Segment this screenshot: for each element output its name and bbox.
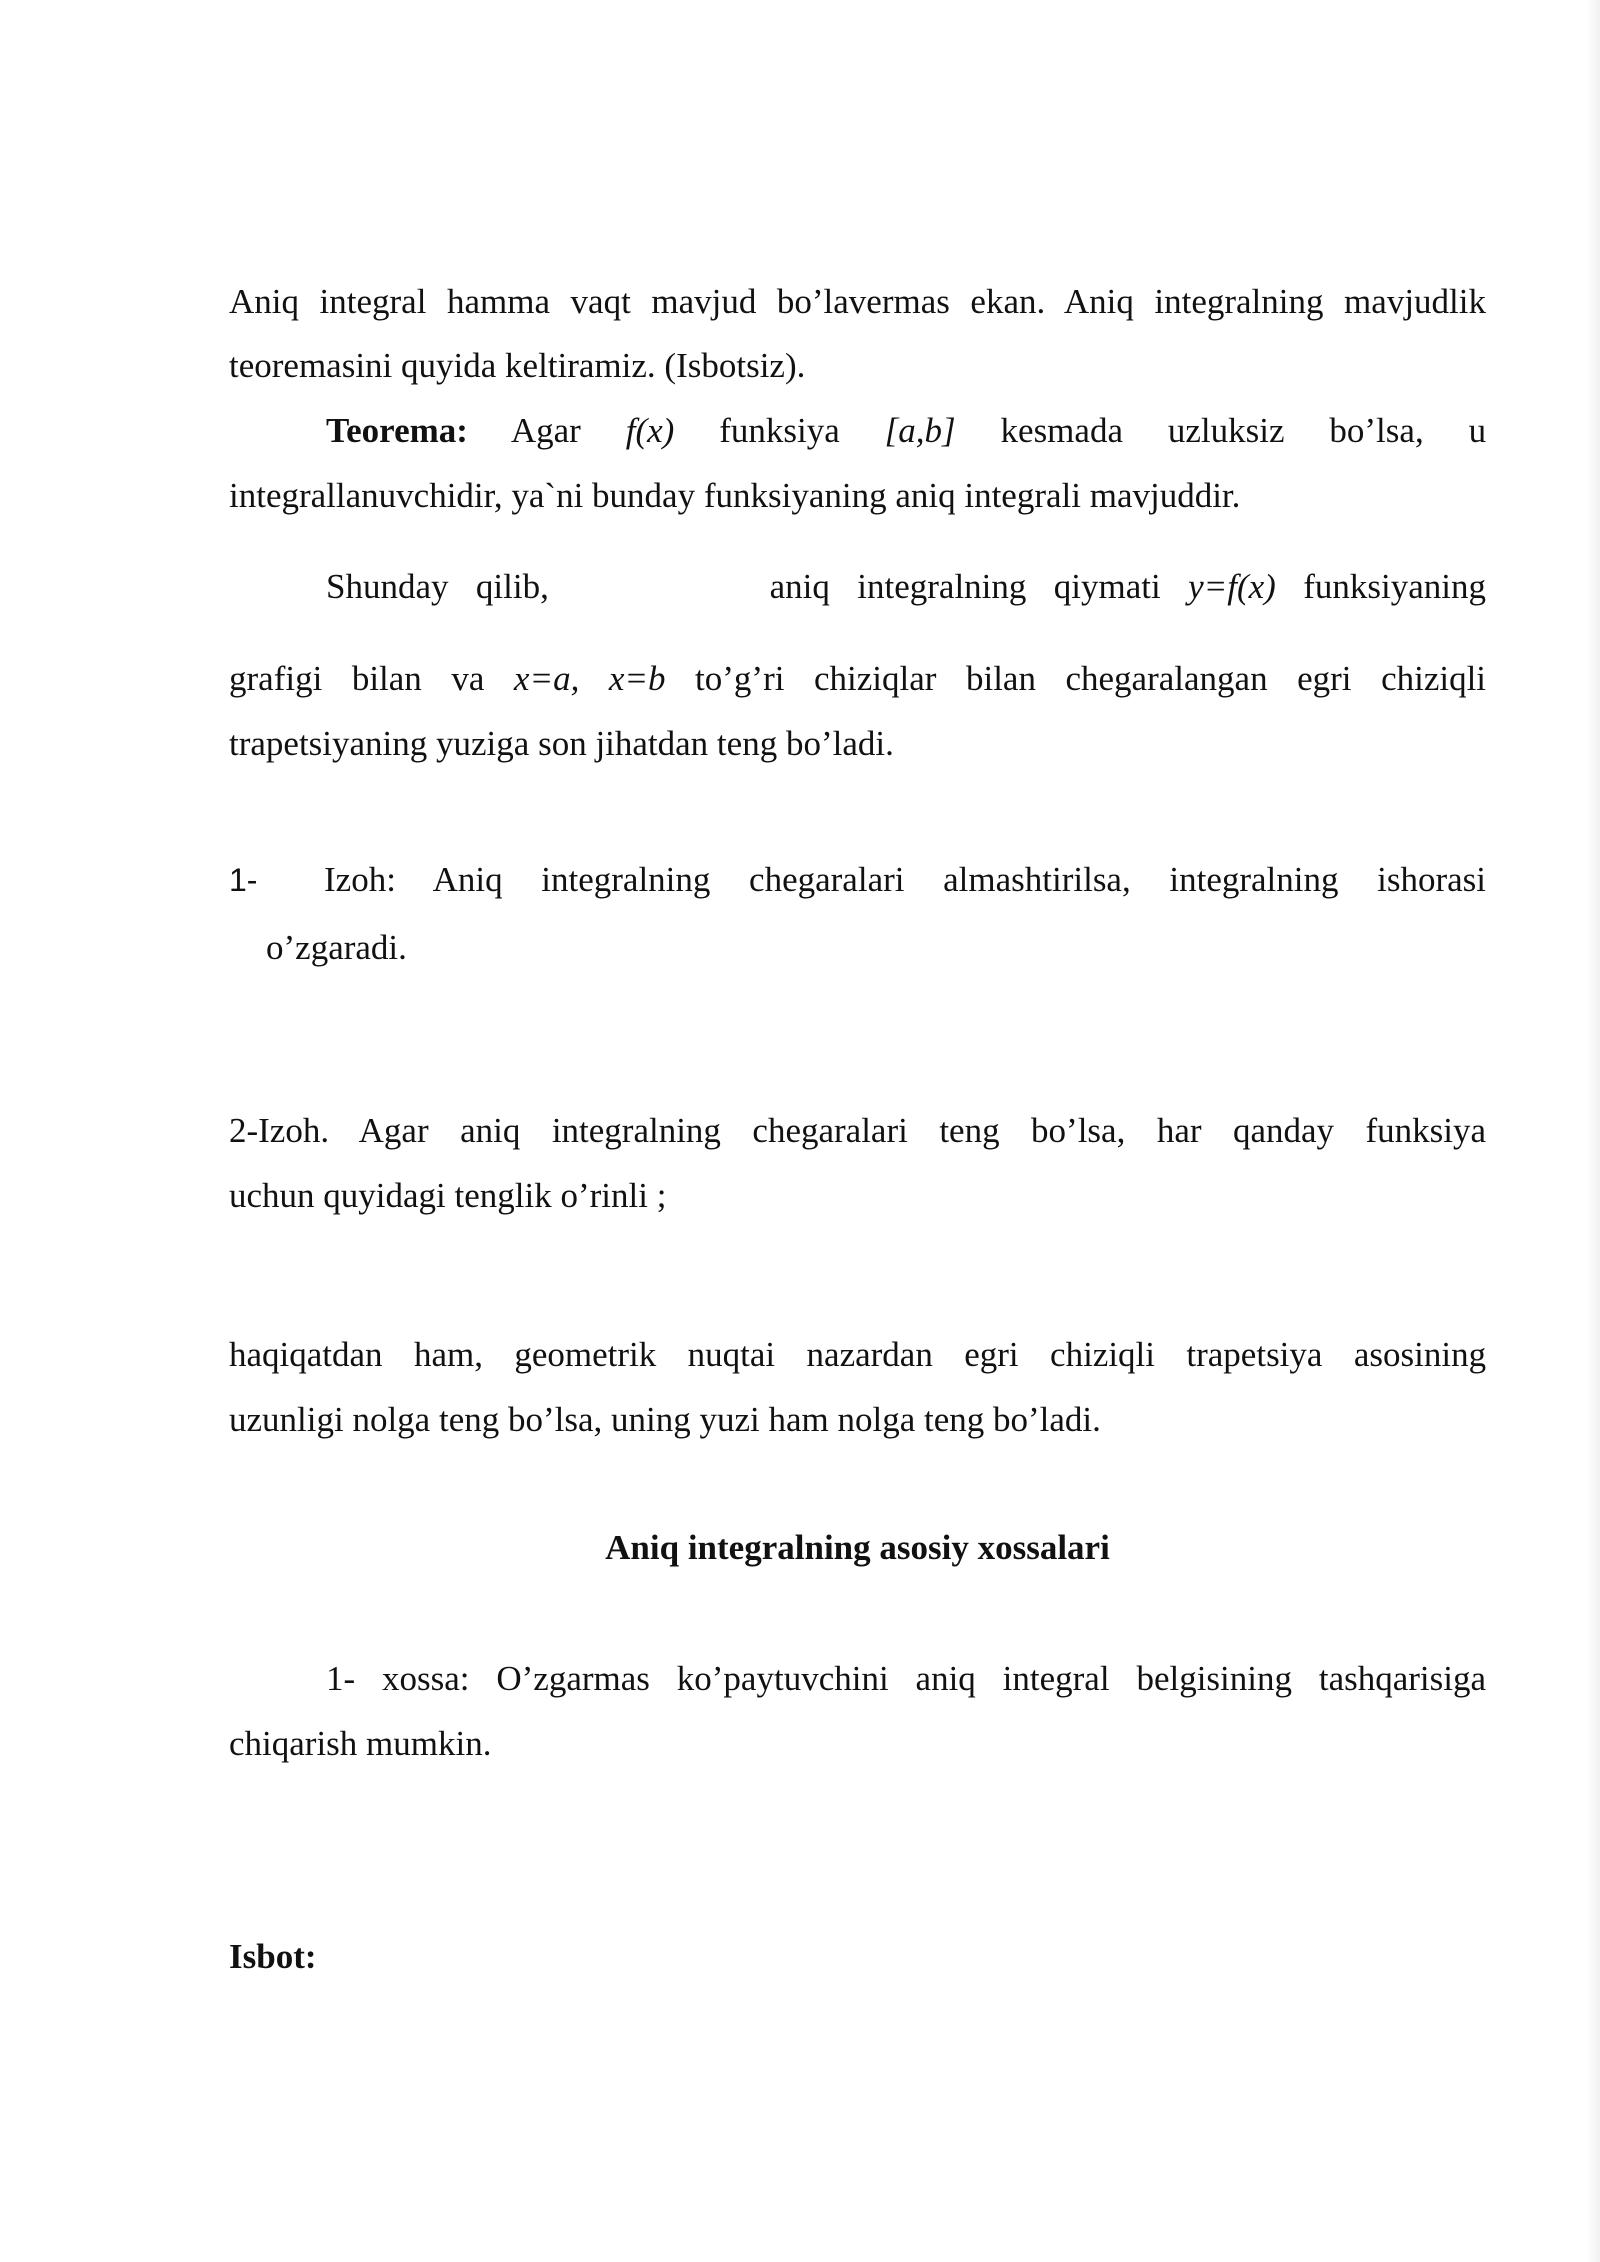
- remark2-word: aniq: [460, 1111, 521, 1150]
- para2-word: grafigi: [229, 659, 323, 698]
- para2-word: qiymati: [1053, 567, 1161, 606]
- remark2-line2: uchun quyidagi tenglik o’rinli ;: [229, 1176, 667, 1215]
- remark2-word: teng: [939, 1111, 1000, 1150]
- para2-word: aniq: [769, 567, 830, 606]
- para2-formula-xa: x=a,: [513, 659, 580, 698]
- remark1-line2: o’zgaradi.: [266, 928, 407, 967]
- para3-word: haqiqatdan: [229, 1335, 383, 1374]
- para3-line2: uzunligi nolga teng bo’lsa, uning yuzi ham nolga teng bo’ladi.: [229, 1400, 1101, 1439]
- para3-word: trapetsiya: [1186, 1335, 1323, 1374]
- para2-formula-yfx: y=f(x): [1188, 567, 1276, 606]
- para2-word: chiziqlar: [814, 659, 937, 698]
- theorem-word: u: [1468, 411, 1487, 450]
- remark2-word: qanday: [1232, 1111, 1335, 1150]
- theorem-line1: [326, 409, 1486, 453]
- remark2-word: Agar: [358, 1111, 429, 1150]
- remark1-word: chegaralari: [749, 860, 905, 899]
- para2-word: Shunday: [326, 567, 449, 606]
- theorem-word: funksiya: [719, 411, 840, 450]
- para3-line1: [229, 1333, 1486, 1377]
- remark1-word: integralning: [1169, 860, 1339, 899]
- remark2-line1: [229, 1109, 1486, 1153]
- property1-word: aniq: [915, 1659, 976, 1698]
- remark2-word: chegaralari: [752, 1111, 908, 1150]
- para2-word: funksiyaning: [1303, 567, 1486, 606]
- para2-word: chegaralangan: [1065, 659, 1268, 698]
- page-edge-shadow: [1586, 0, 1600, 2262]
- property1-word: ko’paytuvchini: [676, 1659, 889, 1698]
- section-heading: Aniq integralning asosiy xossalari: [605, 1528, 1110, 1567]
- remark1-line1: [324, 858, 1486, 902]
- para2-formula-xb: x=b: [608, 659, 666, 698]
- remark1-word: Izoh:: [324, 860, 396, 899]
- para2-word: bilan: [965, 659, 1036, 698]
- para2-word: egri: [1297, 659, 1352, 698]
- remark2-word: funksiya: [1365, 1111, 1487, 1150]
- para2-word: bilan: [351, 659, 422, 698]
- para3-word: geometrik: [514, 1335, 657, 1374]
- remark1-number: 1-: [229, 862, 258, 898]
- property1-word: integral: [1002, 1659, 1110, 1698]
- theorem-word: bo’lsa,: [1329, 411, 1424, 450]
- remark1-word: Aniq: [432, 860, 503, 899]
- theorem-formula-fx: f(x): [625, 411, 675, 450]
- remark1-word: integralning: [541, 860, 711, 899]
- theorem-word: uzluksiz: [1167, 411, 1285, 450]
- para3-word: nuqtai: [687, 1335, 776, 1374]
- para2-word: to’g’ri: [695, 659, 785, 698]
- para2-word: chiziqli: [1381, 659, 1487, 698]
- para2-line3: trapetsiyaning yuziga son jihatdan teng bo’ladi.: [229, 724, 894, 763]
- remark1-word: almashtirilsa,: [943, 860, 1131, 899]
- property1-line2: chiqarish mumkin.: [229, 1724, 492, 1763]
- property1-word: tashqarisiga: [1318, 1659, 1487, 1698]
- para1-line2: teoremasini quyida keltiramiz. (Isbotsiz).: [229, 346, 806, 385]
- para2-line2: [229, 657, 1486, 701]
- remark1-word: ishorasi: [1377, 860, 1487, 899]
- remark2-word: integralning: [551, 1111, 721, 1150]
- property1-word: O’zgarmas: [496, 1659, 650, 1698]
- para3-word: chiziqli: [1050, 1335, 1155, 1374]
- property1-line1: [326, 1657, 1486, 1701]
- para2-word: integralning: [857, 567, 1027, 606]
- para3-word: asosining: [1353, 1335, 1487, 1374]
- property1-word: xossa:: [382, 1659, 470, 1698]
- para3-word: egri: [964, 1335, 1019, 1374]
- theorem-line2: integrallanuvchidir, ya`ni bunday funksiyaning aniq integrali mavjuddir.: [229, 476, 1241, 515]
- theorem-formula-interval: [a,b]: [884, 411, 956, 450]
- remark2-word: 2-Izoh.: [229, 1111, 330, 1150]
- para2-line1: [326, 565, 1486, 609]
- remark2-word: har: [1156, 1111, 1202, 1150]
- para1-line1: Aniq integral hamma vaqt mavjud bo’lavermas ekan. Aniq integralning mavjudlik: [229, 282, 1486, 321]
- remark2-word: bo’lsa,: [1031, 1111, 1126, 1150]
- property1-word: belgisining: [1136, 1659, 1292, 1698]
- theorem-word: Agar: [510, 411, 581, 450]
- para3-word: nazardan: [806, 1335, 933, 1374]
- proof-label: Isbot:: [229, 1937, 317, 1976]
- para3-word: ham,: [413, 1335, 483, 1374]
- property1-word: 1-: [326, 1659, 356, 1698]
- para2-word: qilib,: [475, 567, 549, 606]
- theorem-label: Teorema:: [326, 411, 468, 450]
- theorem-word: kesmada: [1000, 411, 1123, 450]
- para2-word: va: [451, 659, 485, 698]
